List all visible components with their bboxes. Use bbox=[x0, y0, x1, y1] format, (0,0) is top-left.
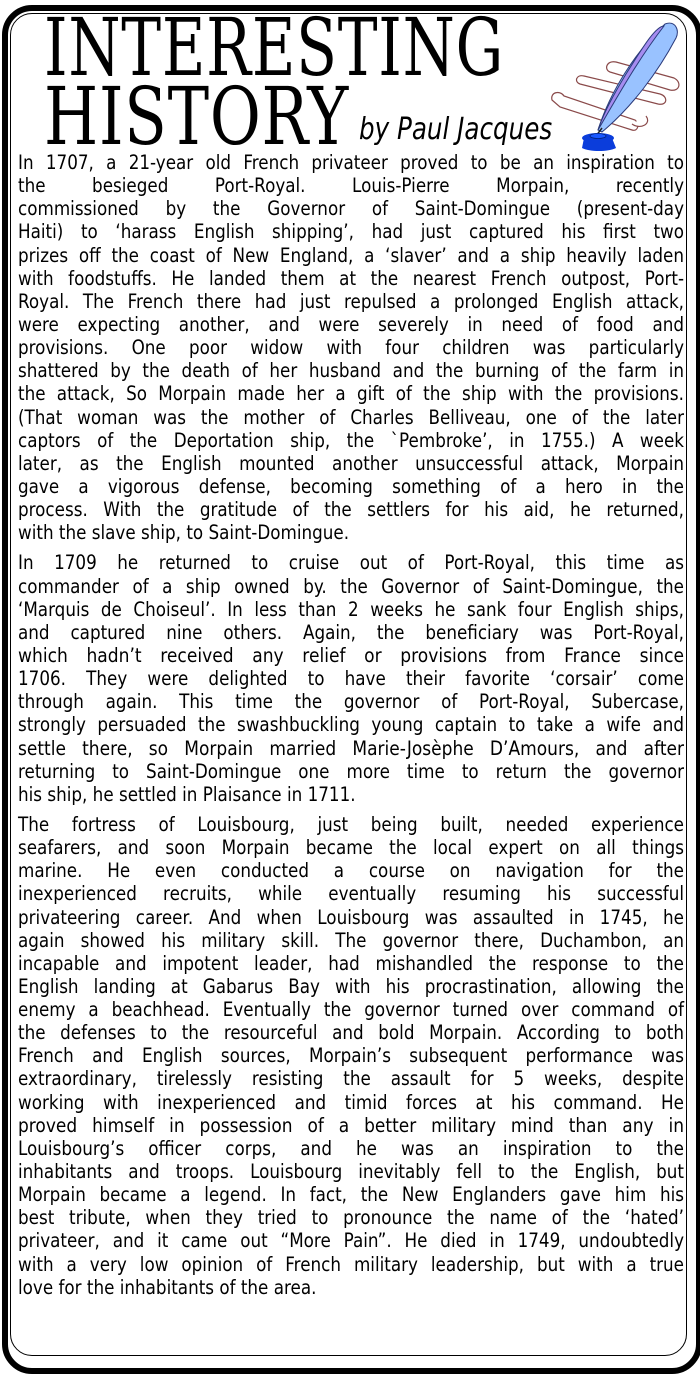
text-line bbox=[18, 737, 684, 760]
text-line-content: The fortress of Louisbourg, just being built, needed experience bbox=[18, 812, 684, 836]
text-line-content: commander of a ship owned by. the Governor of Saint-Domingue, the bbox=[18, 574, 684, 598]
text-line-content: ‘Marquis de Choiseul’. In less than 2 weeks he sank four English ships, bbox=[18, 597, 684, 621]
text-line-content: with the slave ship, to Saint-Domingue. bbox=[18, 521, 350, 545]
text-line-content: captors of the Deportation ship, the `Pembroke’, in 1755.) A week bbox=[18, 428, 684, 452]
text-line bbox=[18, 1044, 684, 1067]
text-line-content: incapable and impotent leader, had mishandled the response to the bbox=[18, 951, 684, 975]
text-line bbox=[18, 521, 684, 544]
text-line bbox=[18, 713, 684, 736]
text-line bbox=[18, 290, 684, 313]
text-line-content: working with inexperienced and timid forces at his command. He bbox=[18, 1090, 684, 1114]
text-line bbox=[18, 220, 684, 243]
text-line-content: Haiti) to ‘harass English shipping’, had just captured his first two bbox=[18, 220, 684, 244]
text-line bbox=[18, 813, 684, 836]
text-line bbox=[18, 667, 684, 690]
title-line-1: INTERESTING bbox=[44, 1, 505, 94]
text-line bbox=[18, 1206, 684, 1229]
text-line-content: the attack, So Morpain made her a gift of the ship with the provisions. bbox=[18, 382, 684, 406]
text-line bbox=[18, 313, 684, 336]
title-line-2: HISTORY bbox=[44, 70, 349, 163]
text-line-content: through again. This time the governor of Port-Royal, Subercase, bbox=[18, 690, 684, 714]
text-line-content: inexperienced recruits, while eventually resuming his successful bbox=[18, 882, 684, 906]
text-line-content: his ship, he settled in Plaisance in 1711. bbox=[18, 782, 356, 806]
text-line-content: Royal. The French there had just repulsed a prolonged English attack, bbox=[18, 289, 684, 313]
text-line-content: which hadn’t received any relief or provisions from France since bbox=[18, 643, 684, 667]
text-line bbox=[18, 244, 684, 267]
text-line-content: privateering career. And when Louisbourg was assaulted in 1745, he bbox=[18, 905, 684, 929]
text-line-content: best tribute, when they tried to pronounce the name of the ‘hated’ bbox=[18, 1206, 684, 1230]
text-line bbox=[18, 475, 684, 498]
inkwell-icon bbox=[582, 133, 616, 151]
text-line bbox=[18, 429, 684, 452]
text-line bbox=[18, 336, 684, 359]
text-line-content: shattered by the death of her husband and the burning of the farm in bbox=[18, 359, 684, 383]
text-line bbox=[18, 882, 684, 905]
text-line-content: settle there, so Morpain married Marie-Josèphe D’Amours, and after bbox=[18, 736, 684, 760]
text-line bbox=[18, 1276, 684, 1299]
text-line-content: prizes off the coast of New England, a ‘slaver’ and a ship heavily laden bbox=[18, 243, 684, 267]
text-line-content: later, as the English mounted another unsuccessful attack, Morpain bbox=[18, 451, 684, 475]
text-line bbox=[18, 498, 684, 521]
text-line-content: again showed his military skill. The governor there, Duchambon, an bbox=[18, 928, 684, 952]
text-line-content: extraordinary, tirelessly resisting the assault for 5 weeks, despite bbox=[18, 1067, 684, 1091]
text-line-content: English landing at Gabarus Bay with his procrastination, allowing the bbox=[18, 974, 684, 998]
text-line-content: proved himself in possession of a better military mind than any in bbox=[18, 1113, 684, 1137]
text-line bbox=[18, 359, 684, 382]
text-line bbox=[18, 598, 684, 621]
text-line-content: process. With the gratitude of the settlers for his aid, he returned, bbox=[18, 498, 684, 522]
text-line-content: privateer, and it came out “More Pain”. He died in 1749, undoubtedly bbox=[18, 1229, 684, 1253]
text-line bbox=[18, 906, 684, 929]
text-line bbox=[18, 1067, 684, 1090]
text-line-content: inhabitants and troops. Louisbourg inevitably fell to the English, but bbox=[18, 1160, 684, 1184]
text-line-content: enemy a beachhead. Eventually the governor turned over command of bbox=[18, 998, 684, 1022]
text-line bbox=[18, 929, 684, 952]
text-line-content: Morpain became a legend. In fact, the New Englanders gave him his bbox=[18, 1183, 684, 1207]
text-line-content: love for the inhabitants of the area. bbox=[18, 1275, 317, 1299]
text-line-content: 1706. They were delighted to have their favorite ‘corsair’ come bbox=[18, 667, 684, 691]
text-line-content: marine. He even conducted a course on navigation for the bbox=[18, 859, 684, 883]
text-line-content: the defenses to the resourceful and bold Morpain. According to both bbox=[18, 1021, 684, 1045]
text-line-content: were expecting another, and were severely in need of food and bbox=[18, 312, 684, 336]
text-line-content: provisions. One poor widow with four children was particularly bbox=[18, 336, 684, 360]
text-line-content: returning to Saint-Domingue one more time to return the governor bbox=[18, 759, 684, 783]
text-line bbox=[18, 836, 684, 859]
text-line-content: French and English sources, Morpain’s subsequent performance was bbox=[18, 1044, 684, 1068]
text-line bbox=[18, 1253, 684, 1276]
text-line-content: Louisbourg’s officer corps, and he was an inspiration to the bbox=[18, 1136, 684, 1160]
author-byline: by Paul Jacques bbox=[359, 112, 553, 147]
text-line-content: with foodstuffs. He landed them at the nearest French outpost, Port- bbox=[18, 266, 684, 290]
text-line-content: gave a vigorous defense, becoming something of a hero in the bbox=[18, 474, 684, 498]
text-line bbox=[18, 621, 684, 644]
text-line bbox=[18, 174, 684, 197]
text-line bbox=[18, 197, 684, 220]
text-line bbox=[18, 1021, 684, 1044]
text-line bbox=[18, 575, 684, 598]
text-line-content: the besieged Port-Royal. Louis-Pierre Morpain, recently bbox=[18, 174, 684, 198]
text-line bbox=[18, 406, 684, 429]
text-line bbox=[18, 690, 684, 713]
text-line bbox=[18, 1160, 684, 1183]
text-line-content: strongly persuaded the swashbuckling young captain to take a wife and bbox=[18, 713, 684, 737]
text-line-content: and captured nine others. Again, the beneficiary was Port-Royal, bbox=[18, 620, 684, 644]
article-paragraph bbox=[18, 151, 684, 544]
text-line bbox=[18, 644, 684, 667]
text-line bbox=[18, 998, 684, 1021]
text-line bbox=[18, 783, 684, 806]
text-line-content: with a very low opinion of French military leadership, but with a true bbox=[18, 1252, 684, 1276]
text-line bbox=[18, 1114, 684, 1137]
article-paragraph bbox=[18, 813, 684, 1299]
text-line-content: In 1709 he returned to cruise out of Port-Royal, this time as bbox=[18, 551, 684, 575]
text-line bbox=[18, 551, 684, 574]
text-line bbox=[18, 452, 684, 475]
text-line-content: seafarers, and soon Morpain became the local expert on all things bbox=[18, 836, 684, 860]
text-line bbox=[18, 975, 684, 998]
article-body bbox=[18, 151, 684, 1306]
article-paragraph bbox=[18, 551, 684, 806]
text-line bbox=[18, 382, 684, 405]
text-line bbox=[18, 952, 684, 975]
text-line bbox=[18, 1091, 684, 1114]
text-line-content: (That woman was the mother of Charles Belliveau, one of the later bbox=[18, 405, 684, 429]
text-line bbox=[18, 859, 684, 882]
text-line-content: In 1707, a 21-year old French privateer proved to be an inspiration to bbox=[18, 151, 684, 174]
text-line bbox=[18, 267, 684, 290]
text-line bbox=[18, 1229, 684, 1252]
text-line-content: commissioned by the Governor of Saint-Domingue (present-day bbox=[18, 197, 684, 221]
quill-inkwell-scroll-icon bbox=[540, 12, 690, 152]
text-line bbox=[18, 151, 684, 174]
text-line bbox=[18, 1137, 684, 1160]
text-line bbox=[18, 1183, 684, 1206]
text-line bbox=[18, 760, 684, 783]
